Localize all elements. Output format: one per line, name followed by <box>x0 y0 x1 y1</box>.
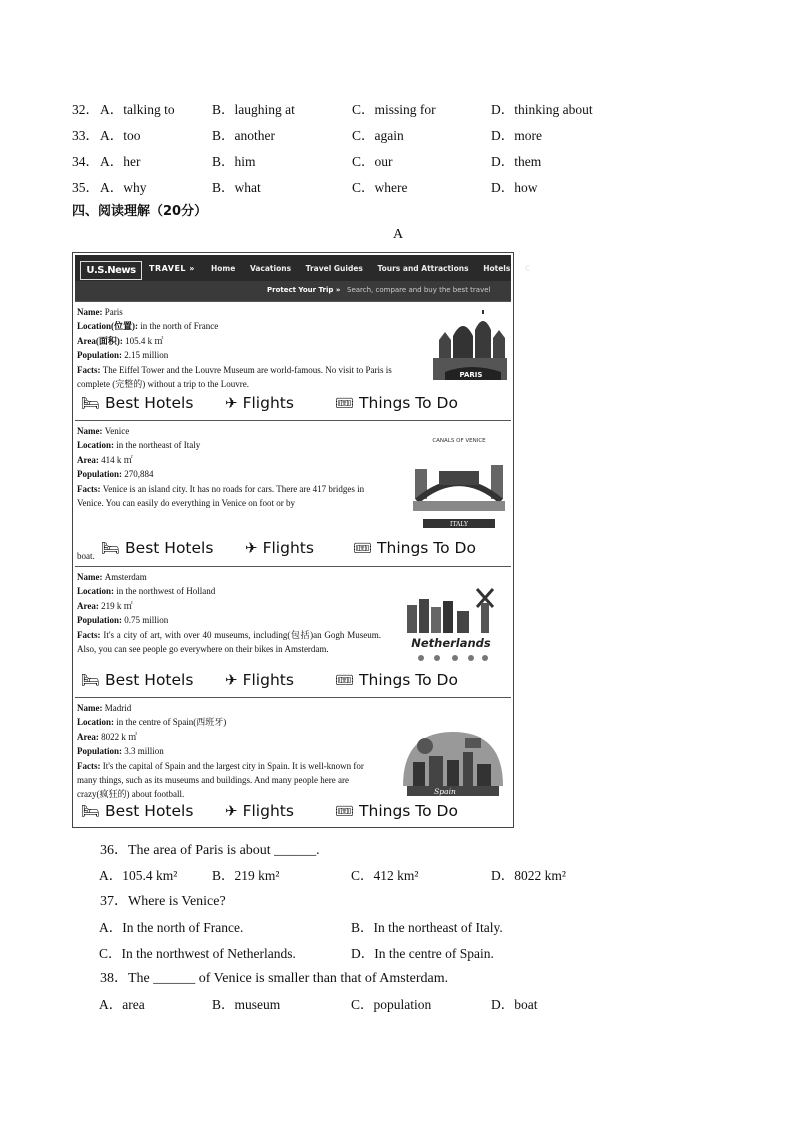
city-area: 105.4 k ㎡ <box>125 335 164 346</box>
option-b: B．what <box>212 180 261 195</box>
flights-button[interactable] <box>225 802 294 820</box>
things-to-do-button[interactable] <box>353 539 476 557</box>
best-hotels-label: Best Hotels <box>105 394 194 412</box>
best-hotels-label: Best Hotels <box>105 802 194 820</box>
best-hotels-button[interactable] <box>101 539 213 557</box>
location-label: Location: <box>77 586 117 597</box>
city-population: 3.3 million <box>124 746 164 757</box>
area-label: Area: <box>77 600 102 611</box>
amsterdam-action-bar <box>81 671 511 697</box>
city-info <box>77 305 397 391</box>
option-d: D．more <box>491 128 542 143</box>
option-b: B．museum <box>212 997 281 1012</box>
area-label: Area: <box>77 731 102 742</box>
things-to-do-label: Things To Do <box>359 394 458 412</box>
option-d: D．how <box>491 180 538 195</box>
nav-links <box>211 264 542 273</box>
flights-button[interactable] <box>225 671 294 689</box>
option-c: C．population <box>351 997 432 1012</box>
nav-link-home[interactable]: Home <box>211 264 236 273</box>
spain-illustration <box>393 728 511 798</box>
option-a: A．too <box>100 128 141 143</box>
question-38-stem: 38．The ______ of Venice is smaller than that of Amsterdam. <box>100 971 449 986</box>
city-facts: It's a city of art, with over 40 museums, including(包括)an Gogh Museum. Also, you can see people go everywhere on their bikes in Amsterdam. <box>77 629 381 655</box>
bed-icon: 🛏 <box>101 539 121 557</box>
option-c: C．our <box>352 154 393 169</box>
best-hotels-button[interactable] <box>81 802 193 820</box>
city-area: 219 k ㎡ <box>101 600 133 611</box>
facts-label: Facts: <box>77 364 103 375</box>
venice-image-caption: CANALS OF VENICE <box>432 438 486 444</box>
city-info <box>77 701 377 802</box>
flights-label: Flights <box>242 802 294 820</box>
city-name: Amsterdam <box>104 572 147 582</box>
best-hotels-button[interactable] <box>81 394 193 412</box>
option-b: B．In the northeast of Italy. <box>351 920 503 935</box>
best-hotels-button[interactable] <box>81 671 193 689</box>
facts-continuation: boat. <box>77 551 95 561</box>
city-population: 0.75 million <box>124 615 169 626</box>
airplane-icon: ✈ <box>225 802 238 820</box>
city-area: 8022 k ㎡ <box>101 731 138 742</box>
city-facts: The Eiffel Tower and the Louvre Museum are world-famous. No visit to Paris is complete (完整的) without a trip to the Louvre. <box>77 364 392 390</box>
things-to-do-button[interactable] <box>335 671 458 689</box>
area-label: Area: <box>77 454 102 465</box>
paris-action-bar <box>81 394 511 420</box>
nav-link-vacations[interactable]: Vacations <box>249 264 292 273</box>
option-a: A．talking to <box>100 102 175 117</box>
venice-bridge-illustration <box>409 435 509 531</box>
flights-label: Flights <box>262 539 314 557</box>
city-card-venice <box>75 420 511 566</box>
city-population: 2.15 million <box>124 350 169 361</box>
option-b: B．another <box>212 128 275 143</box>
venice-action-bar <box>101 539 531 565</box>
site-header <box>75 255 531 301</box>
travel-website-panel <box>72 252 531 828</box>
facts-label: Facts: <box>77 483 103 494</box>
option-d: D．In the centre of Spain. <box>351 946 494 961</box>
area-label: Area(面积): <box>77 335 126 346</box>
search-promo-text: Search, compare and buy the best travel <box>347 286 491 294</box>
option-d: D．them <box>491 154 542 169</box>
bed-icon: 🛏 <box>81 671 101 689</box>
population-label: Population: <box>77 350 125 361</box>
airplane-icon: ✈ <box>225 394 238 412</box>
nav-link-more[interactable]: C <box>524 264 531 273</box>
netherlands-image-label: Netherlands <box>411 636 491 650</box>
travel-section-label[interactable]: TRAVEL » <box>149 264 195 273</box>
name-label: Name: <box>77 572 105 582</box>
question-37-stem: 37．Where is Venice? <box>100 894 226 909</box>
ticket-icon: 🎟 <box>353 539 373 557</box>
passage-label: A <box>393 227 404 242</box>
city-location: in the northwest of Holland <box>116 586 216 597</box>
option-a: A．In the north of France. <box>99 920 244 935</box>
sub-bar <box>75 281 511 301</box>
best-hotels-label: Best Hotels <box>105 671 194 689</box>
nav-link-hotels[interactable]: Hotels <box>483 264 511 273</box>
option-b: B．him <box>212 154 256 169</box>
flights-label: Flights <box>242 394 294 412</box>
option-a: A．105.4 km² <box>99 868 178 883</box>
facts-label: Facts: <box>77 760 103 771</box>
question-number: 34． <box>72 154 99 169</box>
population-label: Population: <box>77 469 125 480</box>
option-a: A．why <box>100 180 147 195</box>
name-label: Name: <box>77 307 105 317</box>
city-card-paris <box>75 301 511 420</box>
option-d: D．boat <box>491 997 538 1012</box>
best-hotels-label: Best Hotels <box>125 539 214 557</box>
option-b: B．laughing at <box>212 102 295 117</box>
option-d: D．thinking about <box>491 102 593 117</box>
flights-label: Flights <box>242 671 294 689</box>
city-name: Madrid <box>104 703 132 713</box>
things-to-do-button[interactable] <box>335 394 458 412</box>
airplane-icon: ✈ <box>225 671 238 689</box>
bed-icon: 🛏 <box>81 394 101 412</box>
location-label: Location: <box>77 717 117 728</box>
option-c: C．412 km² <box>351 868 419 883</box>
option-a: A．her <box>100 154 141 169</box>
city-area: 414 k ㎡ <box>101 454 133 465</box>
question-36-stem: 36．The area of Paris is about ______. <box>100 843 320 858</box>
flights-button[interactable] <box>225 394 294 412</box>
question-number: 33． <box>72 128 99 143</box>
ticket-icon: 🎟 <box>335 802 355 820</box>
city-card-madrid <box>75 697 511 827</box>
location-label: Location: <box>77 440 117 451</box>
flights-button[interactable] <box>245 539 314 557</box>
nav-link-tours[interactable]: Tours and Attractions <box>377 264 469 273</box>
city-info <box>77 570 381 656</box>
netherlands-illustration <box>401 581 501 665</box>
madrid-action-bar <box>81 802 511 828</box>
location-label: Location(位置): <box>77 321 141 332</box>
paris-landmarks-illustration <box>431 310 509 390</box>
venice-image-label: ITALY <box>450 521 468 528</box>
airplane-icon: ✈ <box>245 539 258 557</box>
city-location: in the northeast of Italy <box>116 440 201 451</box>
facts-label: Facts: <box>77 629 104 640</box>
option-c: C．missing for <box>352 102 436 117</box>
paris-image-label: PARIS <box>459 371 483 379</box>
city-facts: It's the capital of Spain and the largest city in Spain. It is well-known for many things, such as its museums and buildings. And many people here are crazy(疯狂的) about football. <box>77 760 364 800</box>
option-d: D．8022 km² <box>491 868 566 883</box>
city-facts: Venice is an island city. It has no roads for cars. There are 417 bridges in Venice. You can easily do everything in Venice on foot or by <box>77 483 365 509</box>
spain-image-label: Spain <box>434 787 456 796</box>
city-location: in the north of France <box>140 321 219 332</box>
things-to-do-button[interactable] <box>335 802 458 820</box>
nav-link-travel-guides[interactable]: Travel Guides <box>305 264 363 273</box>
question-number: 35． <box>72 180 99 195</box>
city-population: 270,884 <box>124 469 154 480</box>
usnews-logo[interactable]: U.S.News <box>80 261 142 280</box>
option-c: C．In the northwest of Netherlands. <box>99 946 296 961</box>
option-c: C．again <box>352 128 404 143</box>
population-label: Population: <box>77 615 125 626</box>
population-label: Population: <box>77 746 125 757</box>
name-label: Name: <box>77 426 105 436</box>
city-location: in the centre of Spain(西班牙) <box>116 717 227 728</box>
ticket-icon: 🎟 <box>335 671 355 689</box>
city-name: Venice <box>104 426 130 436</box>
city-name: Paris <box>104 307 123 317</box>
city-card-amsterdam <box>75 566 511 697</box>
things-to-do-label: Things To Do <box>359 671 458 689</box>
bed-icon: 🛏 <box>81 802 101 820</box>
ticket-icon: 🎟 <box>335 394 355 412</box>
option-c: C．where <box>352 180 408 195</box>
city-info <box>77 424 397 510</box>
name-label: Name: <box>77 703 105 713</box>
things-to-do-label: Things To Do <box>359 802 458 820</box>
option-a: A．area <box>99 997 145 1012</box>
things-to-do-label: Things To Do <box>377 539 476 557</box>
section-title: 四、阅读理解（20分） <box>72 204 208 219</box>
protect-trip-link[interactable]: Protect Your Trip » <box>267 286 341 294</box>
option-b: B．219 km² <box>212 868 280 883</box>
question-number: 32． <box>72 102 99 117</box>
